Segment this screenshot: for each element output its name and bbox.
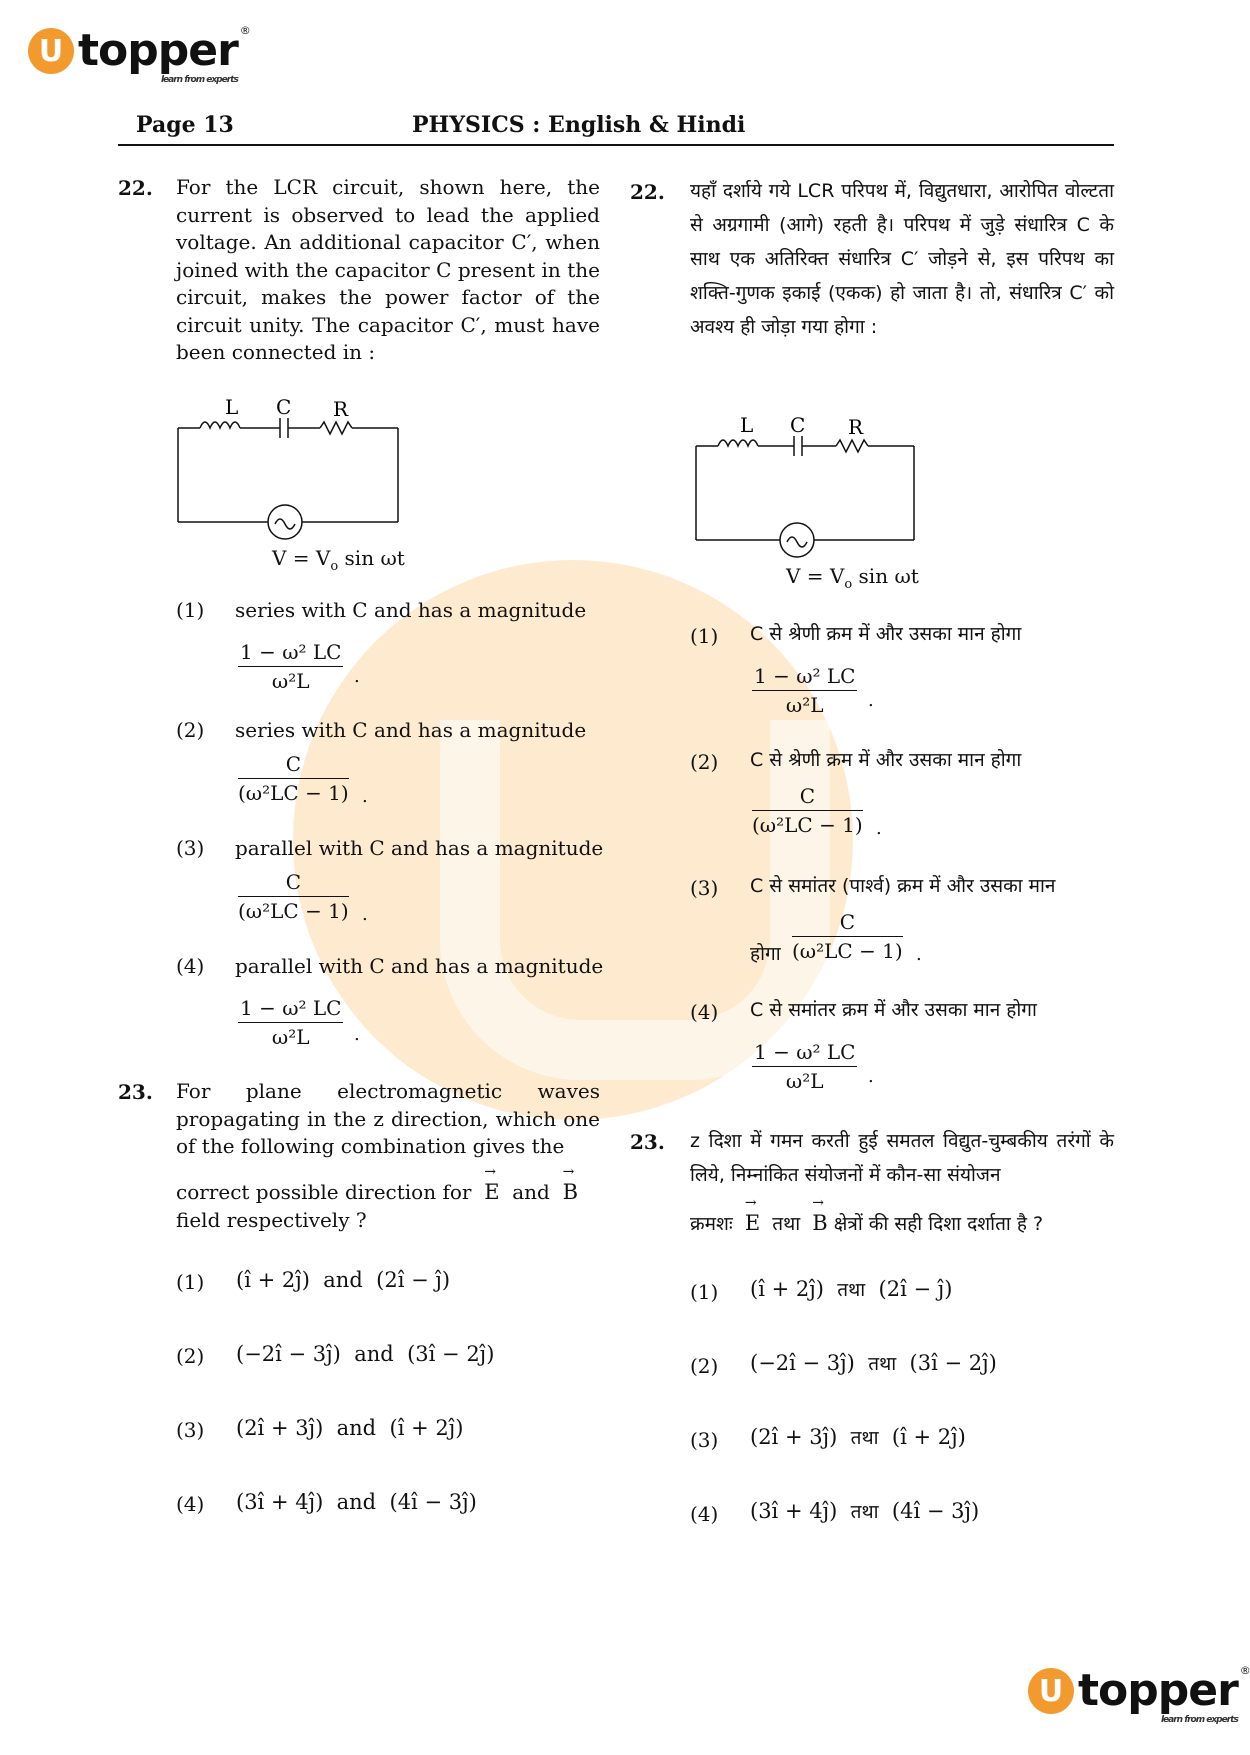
q23-en-line2: correct possible direction for → E and → B (176, 1164, 579, 1204)
q23-en-opt4[interactable]: (3î + 4ĵ) and (4î − 3ĵ) (236, 1490, 477, 1514)
lcr-circuit-diagram-en (170, 392, 410, 568)
q22-en-opt1-text[interactable]: series with C and has a magnitude (235, 598, 587, 622)
q22-en-opt1-number[interactable]: (1) (176, 598, 205, 622)
watermark-u-shape (440, 720, 830, 1080)
q22-en-opt2-fraction: C (ω²LC − 1) (238, 752, 349, 805)
q22-hi-number: 22. (630, 180, 665, 204)
q22-en-opt3-number[interactable]: (3) (176, 836, 205, 860)
q23-hi-opt4[interactable]: (3î + 4ĵ) तथा (4î − 3ĵ) (750, 1499, 980, 1523)
q23-en-opt4-number[interactable]: (4) (176, 1492, 205, 1516)
logo-badge-icon: U (28, 28, 74, 74)
label-L: L (225, 395, 239, 419)
q22-hi-opt1-text[interactable]: C से श्रेणी क्रम में और उसका मान होगा (750, 623, 1022, 645)
q23-en-number: 23. (118, 1080, 153, 1104)
q23-en-opt2-number[interactable]: (2) (176, 1344, 205, 1368)
q22-hi-text: यहाँ दर्शाये गये LCR परिपथ में, विद्युतधारा, आरोपित वोल्टता से अग्रगामी (आगे) रहती है। परिपथ में जुड़े संधारित्र C के साथ एक अतिरिक्त संधारित्र C′ जोड़ने से, इस परिपथ का शक्ति-गुणक इकाई (एकक) हो जाता है। तो, संधारित्र C′ को अवश्य ही जोड़ा गया होगा : (690, 180, 1114, 338)
topper-logo-top (28, 24, 250, 85)
topper-logo-bottom: U topper ® learn from experts (1028, 1668, 1238, 1714)
q23-en-line3: field respectively ? (176, 1208, 367, 1232)
q22-hi-opt1-number[interactable]: (1) (690, 624, 719, 648)
q22-en-number: 22. (118, 176, 153, 200)
q22-hi-opt3-number[interactable]: (3) (690, 876, 719, 900)
logo-registered: ® (239, 24, 250, 37)
q23-hi-opt1[interactable]: (î + 2ĵ) तथा (2î − ĵ) (750, 1277, 953, 1301)
header-divider (118, 144, 1114, 146)
q22-hi-opt4-fraction: 1 − ω² LC ω²L (754, 1040, 856, 1093)
q23-hi-text: z दिशा में गमन करती हुई समतल विद्युत-चुम्बकीय तरंगों के लिये, निम्नांकित संयोजनों में कौन-सा संयोजन (690, 1130, 1114, 1186)
q22-en-opt2-text[interactable]: series with C and has a magnitude (235, 718, 587, 742)
inductor-coil (200, 422, 240, 428)
q23-hi-opt2-number[interactable]: (2) (690, 1354, 719, 1378)
label-R: R (333, 397, 349, 421)
q23-en-opt3[interactable]: (2î + 3ĵ) and (î + 2ĵ) (236, 1416, 464, 1440)
q22-hi-opt4-number[interactable]: (4) (690, 1000, 719, 1024)
q22-hi-opt1-fraction: 1 − ω² LC ω²L (754, 664, 856, 717)
q23-hi-number: 23. (630, 1130, 665, 1154)
q23-hi-opt4-number[interactable]: (4) (690, 1502, 719, 1526)
q23-hi-line2: क्रमशः → E तथा → B क्षेत्रों की सही दिशा दर्शाता है ? (690, 1195, 1044, 1235)
q22-hi-opt2-number[interactable]: (2) (690, 750, 719, 774)
q22-en-opt4-fraction: 1 − ω² LC ω²L (240, 996, 342, 1049)
q22-hi-opt2-text[interactable]: C से श्रेणी क्रम में और उसका मान होगा (750, 749, 1022, 771)
vector-B: → B (562, 1164, 579, 1204)
source-label-hi: $V = V_o$ sin ωt (786, 564, 919, 592)
vector-E: → E (484, 1164, 500, 1204)
logo-tagline: learn from experts (160, 75, 238, 85)
logo-badge-icon: U (1028, 1668, 1074, 1714)
q22-en-opt2-number[interactable]: (2) (176, 718, 205, 742)
q22-hi-opt3-fraction: C (ω²LC − 1) (792, 910, 903, 963)
q22-en-opt4-number[interactable]: (4) (176, 954, 205, 978)
q22-hi-opt3-text[interactable]: C से समांतर (पार्श्व) क्रम में और उसका मान (750, 875, 1056, 897)
q23-hi-opt3-number[interactable]: (3) (690, 1428, 719, 1452)
q23-en-opt3-number[interactable]: (3) (176, 1418, 205, 1442)
q22-en-opt4-text[interactable]: parallel with C and has a magnitude (235, 954, 604, 978)
svg-text:L: L (740, 413, 754, 437)
lcr-circuit-diagram-hi (688, 410, 928, 586)
logo-word: topper (78, 25, 238, 76)
q23-en-text: For plane electromagnetic waves propagating in the z direction, which one of the following combination gives the (176, 1079, 600, 1158)
source-label-en: $V = V_o$ sin ωt (272, 546, 405, 574)
q23-hi-opt1-number[interactable]: (1) (690, 1280, 719, 1304)
label-C: C (276, 395, 292, 419)
q22-en-opt3-text[interactable]: parallel with C and has a magnitude (235, 836, 604, 860)
page-number: Page 13 (136, 112, 234, 138)
q23-hi-opt2[interactable]: (−2î − 3ĵ) तथा (3î − 2ĵ) (750, 1351, 997, 1375)
q23-hi-opt3[interactable]: (2î + 3ĵ) तथा (î + 2ĵ) (750, 1425, 966, 1449)
q22-en-opt1-fraction: 1 − ω² LC ω²L (240, 640, 342, 693)
q23-en-opt2[interactable]: (−2î − 3ĵ) and (3î − 2ĵ) (236, 1342, 495, 1366)
q23-en-opt1[interactable]: (î + 2ĵ) and (2î − ĵ) (236, 1268, 451, 1292)
q23-en-opt1-number[interactable]: (1) (176, 1270, 205, 1294)
page-title: PHYSICS : English & Hindi (412, 112, 746, 138)
q22-hi-opt4-text[interactable]: C से समांतर क्रम में और उसका मान होगा (750, 999, 1037, 1021)
svg-text:R: R (848, 415, 864, 439)
q22-en-text: For the LCR circuit, shown here, the current is observed to lead the applied voltage. An additional capacitor C′, when joined with the capacitor C present in the circuit, makes the power factor of the circuit unity. The capacitor C′, must have been connected in : (176, 175, 600, 364)
svg-text:C: C (790, 413, 806, 437)
q22-en-opt3-fraction: C (ω²LC − 1) (238, 870, 349, 923)
q22-hi-opt2-fraction: C (ω²LC − 1) (752, 784, 863, 837)
